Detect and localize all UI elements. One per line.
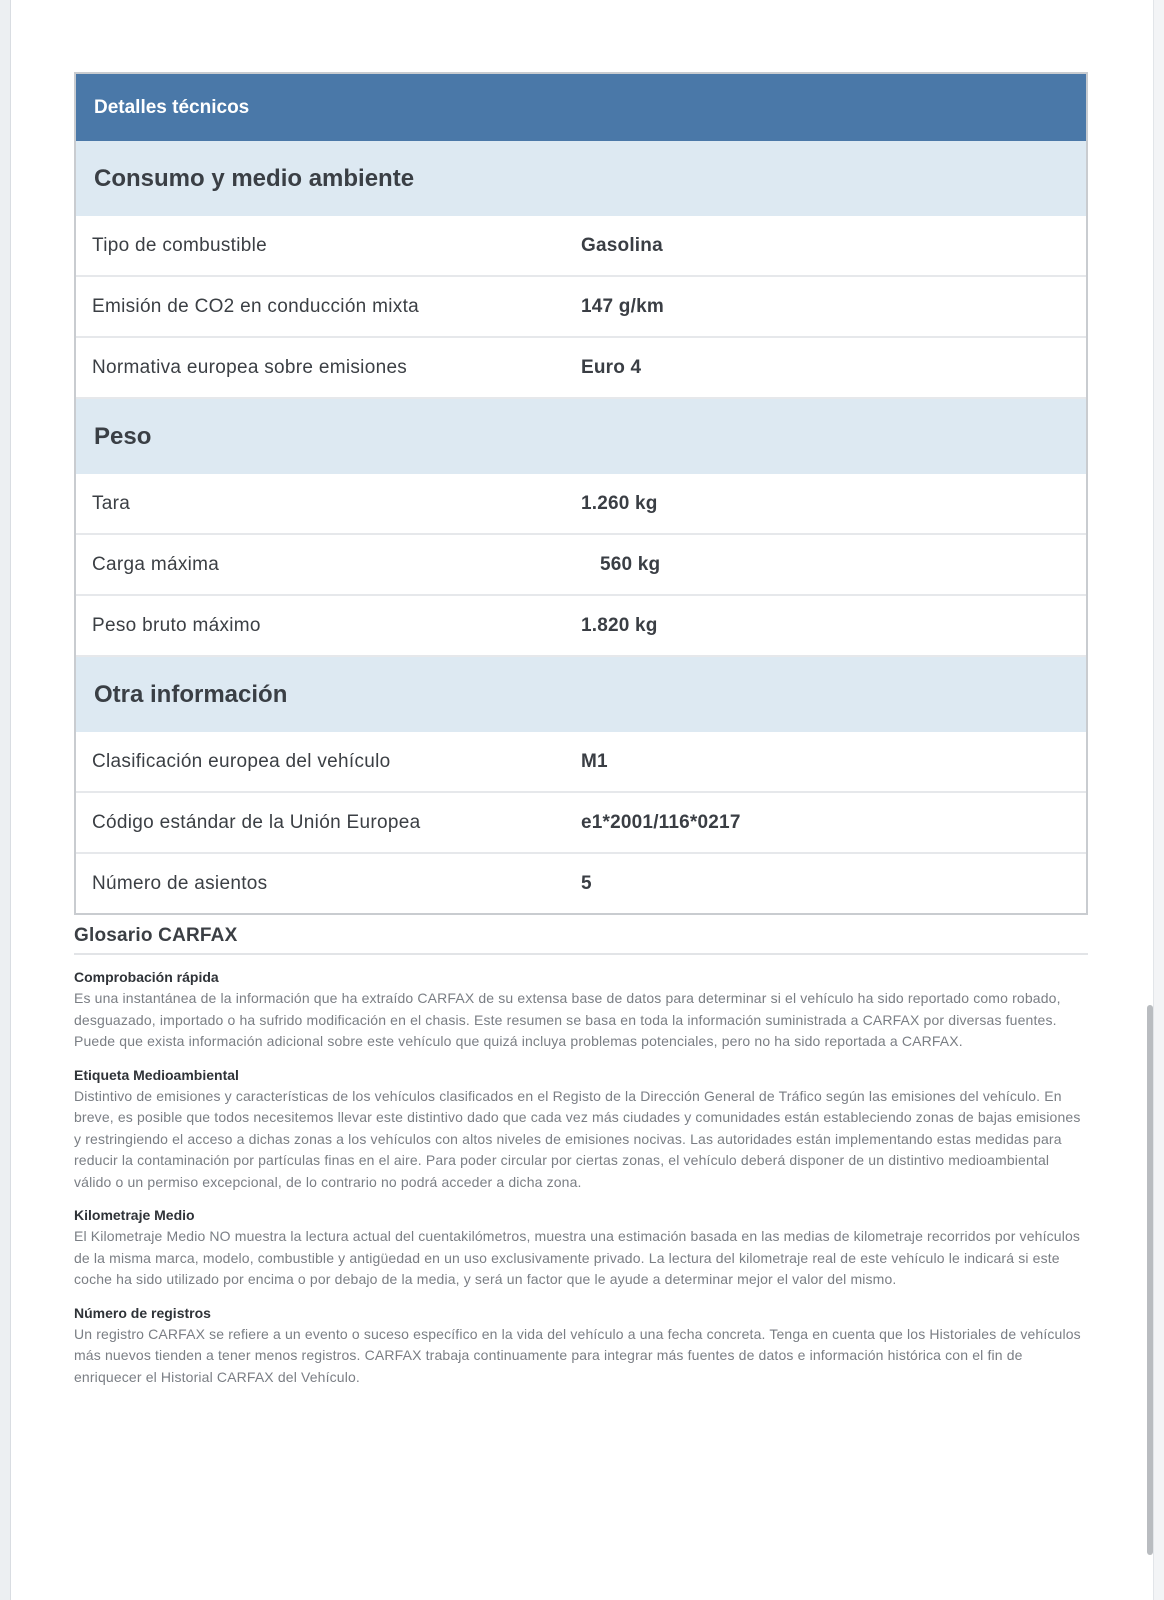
table-row	[76, 793, 1086, 854]
row-label: Tara	[92, 492, 131, 514]
row-value: 147 g/km	[581, 295, 664, 317]
table-row	[76, 596, 1086, 657]
glossary-entry-text: Distintivo de emisiones y características de los vehículos clasificados en el Registo de la Dirección General de Tráfico según las emisiones del vehículo. En breve, es posible que todos necesitemos llevar este distintivo dado que cada vez más ciudades y comunidades están estableciendo zonas de bajas emisiones y restringiendo el acceso a dichas zonas a los vehículos con altos niveles de emisiones nocivas. Las autoridades están implementando estas medidas para reducir la contaminación por partículas finas en el aire. Para poder circular por ciertas zonas, el vehículo deberá disponer de un distintivo medioambiental válido o un permiso excepcional, de lo contrario no podrá acceder a dicha zona.	[74, 1087, 1081, 1190]
table-row	[76, 277, 1086, 338]
glossary-entry-text: Un registro CARFAX se refiere a un evento o suceso específico en la vida del vehículo a una fecha concreta. Tenga en cuenta que los Historiales de vehículos más nuevos tienden a tener menos registros. CARFAX trabaja continuamente para integrar más fuentes de datos e información histórica con el fin de enriquecer el Historial CARFAX del Vehículo.	[74, 1325, 1081, 1385]
row-value: 1.820 kg	[581, 614, 658, 636]
section-title-weight: Peso	[76, 399, 1086, 474]
section-title-consumption: Consumo y medio ambiente	[76, 141, 1086, 216]
table-row	[76, 535, 1086, 596]
scrollbar-thumb[interactable]	[1147, 1005, 1153, 1555]
technical-details-panel	[74, 72, 1088, 915]
section-title-other-info: Otra información	[76, 657, 1086, 732]
row-value: 5	[581, 872, 592, 894]
glossary-entry-text: El Kilometraje Medio NO muestra la lectura actual del cuentakilómetros, muestra una estimación basada en las medias de kilometraje recorridos por vehículos de la misma marca, modelo, combustible y antigüedad en un uso exclusivamente privado. La lectura del kilometraje real de este vehículo le indicará si este coche ha sido utilizado por encima o por debajo de la media, y será un factor que le ayude a determinar mejor el valor del mismo.	[74, 1228, 1081, 1287]
page-left-edge	[0, 0, 11, 1600]
table-row	[76, 732, 1086, 793]
row-value: 560 kg	[600, 553, 661, 575]
page-right-edge	[1153, 0, 1164, 1600]
glossary-entry-title: Número de registros	[74, 1304, 211, 1321]
row-label: Código estándar de la Unión Europea	[92, 811, 421, 833]
table-row	[76, 854, 1086, 913]
glossary-title: Glosario CARFAX	[74, 925, 1088, 955]
panel-header: Detalles técnicos	[76, 74, 1086, 141]
row-label: Emisión de CO2 en conducción mixta	[92, 295, 420, 317]
row-value: Euro 4	[581, 356, 642, 378]
row-value: e1*2001/116*0217	[581, 811, 741, 833]
row-label: Normativa europea sobre emisiones	[92, 356, 408, 378]
glossary-entry-title: Etiqueta Medioambiental	[74, 1066, 239, 1083]
row-value: Gasolina	[581, 234, 663, 256]
row-label: Carga máxima	[92, 553, 220, 575]
table-row	[76, 216, 1086, 277]
glossary-entry	[74, 1207, 1088, 1291]
glossary-entry	[74, 1305, 1088, 1389]
table-row	[76, 474, 1086, 535]
glossary-entry-title: Kilometraje Medio	[74, 1207, 195, 1223]
glossary-entry	[74, 1067, 1088, 1194]
glossary-entry-title: Comprobación rápida	[74, 969, 219, 985]
row-value: M1	[581, 750, 608, 772]
glossary-entry	[74, 969, 1088, 1053]
row-label: Peso bruto máximo	[92, 614, 261, 636]
row-label: Número de asientos	[92, 872, 268, 894]
row-label: Tipo de combustible	[92, 234, 268, 256]
glossary-entry-text: Es una instantánea de la información que ha extraído CARFAX de su extensa base de datos para determinar si el vehículo ha sido reportado como robado, desguazado, importado o ha sufrido modificación en el chasis. Este resumen se basa en toda la información suministrada a CARFAX por diversas fuentes. Puede que exista información adicional sobre este vehículo que quizá incluya problemas potenciales, pero no ha sido reportada a CARFAX.	[74, 990, 1061, 1049]
row-value: 1.260 kg	[581, 492, 658, 514]
row-label: Clasificación europea del vehículo	[92, 750, 391, 772]
table-row	[76, 338, 1086, 399]
glossary	[74, 925, 1088, 1388]
